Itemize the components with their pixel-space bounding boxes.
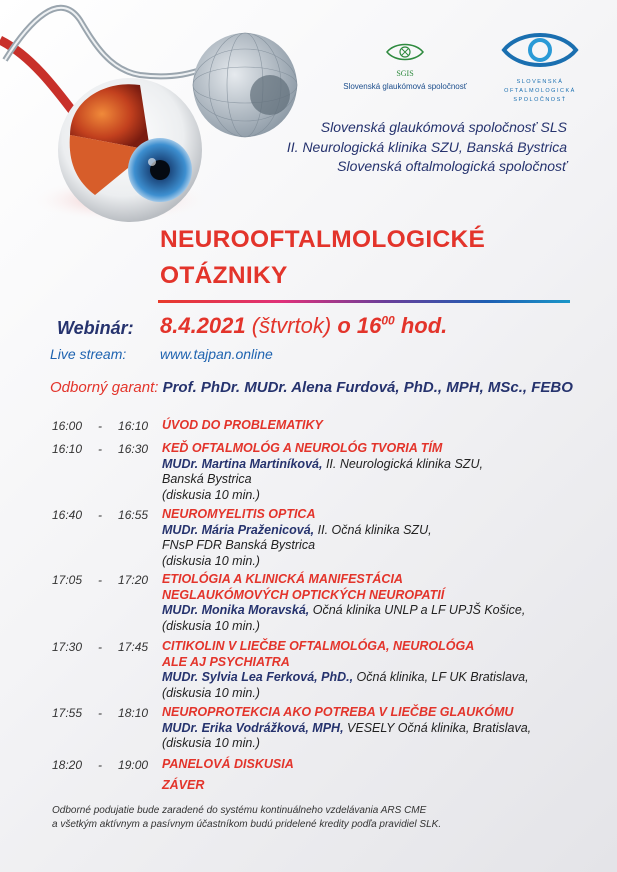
webinar-day: (štvrtok) (251, 313, 332, 338)
program-item-title: ÚVOD DO PROBLEMATIKY (162, 418, 323, 432)
footer-line: Odborné podujatie bude zaradené do systému kontinuálneho vzdelávania ARS CME (52, 805, 427, 816)
organizers (287, 118, 567, 177)
program-item-title: ETIOLÓGIA A KLINICKÁ MANIFESTÁCIA (162, 572, 403, 586)
webinar-label: Webinár: (57, 318, 134, 338)
program-item-speaker: MUDr. Monika Moravská, (162, 603, 310, 617)
program-item-discussion: (diskusia 10 min.) (162, 736, 260, 750)
program-item (162, 757, 294, 773)
sos-name-line3: SPOLOČNOSŤ (513, 97, 567, 103)
program-item-speaker: MUDr. Sylvia Lea Ferková, PhD., (162, 670, 354, 684)
garant-name: Prof. PhDr. MUDr. Alena Furdová, PhD., MPH, MSc., FEBO (162, 379, 573, 396)
program-item-title: KEĎ OFTALMOLÓG A NEUROLÓG TVORIA TÍM (162, 441, 443, 455)
live-stream-link[interactable]: www.tajpan.online (160, 346, 273, 362)
program-item-speaker: MUDr. Mária Praženicová, (162, 522, 315, 537)
webinar-datetime (160, 313, 447, 339)
sgis-name: Slovenská glaukómová spoločnosť (343, 82, 467, 91)
garant-line (50, 379, 573, 396)
program-time: 16:10 - 16:30 (52, 442, 149, 456)
program-item-discussion: (diskusia 10 min.) (162, 487, 260, 502)
sos-name-line1: SLOVENSKÁ (516, 79, 564, 85)
program-item-affiliation: Očná klinika UNLP a LF UPJŠ Košice, (312, 603, 526, 617)
sgis-eye-icon (385, 40, 425, 64)
gradient-divider (158, 300, 570, 303)
program-item-affiliation: VESELY Očná klinika, Bratislava, (347, 720, 532, 735)
program-item (162, 778, 204, 794)
webinar-time-minutes: 00 (381, 313, 395, 328)
program-item-speaker: MUDr. Erika Vodrážková, MPH, (162, 720, 344, 735)
sos-logo (495, 28, 585, 104)
organizer-line: Slovenská glaukómová spoločnosť SLS (320, 119, 567, 135)
program-time: 17:05 - 17:20 (52, 573, 149, 587)
program-item (162, 639, 529, 701)
webinar-time-suffix: hod. (400, 313, 448, 338)
program-item (162, 418, 323, 434)
program-item-discussion: (diskusia 10 min.) (162, 553, 260, 568)
program-item-speaker: MUDr. Martina Martiníková, (162, 456, 323, 471)
program-time: 16:00 - 16:10 (52, 419, 149, 433)
organizer-line: Slovenská oftalmologická spoločnosť (337, 158, 567, 174)
program-item (162, 507, 432, 569)
eye-anatomy-illustration (0, 0, 300, 230)
footer-line: a všetkým aktívnym a pasívnym účastníkom budú pridelené kredity podľa pravidiel SLK. (52, 819, 442, 830)
program-item-affiliation: II. Neurologická klinika SZU, (325, 456, 483, 471)
program-item-title: NEUROPROTEKCIA AKO POTREBA V LIEČBE GLAUKÓMU (162, 705, 514, 719)
webinar-time: o 16 (337, 313, 382, 338)
program-time: 16:40 - 16:55 (52, 508, 149, 522)
program-item-affiliation-2: FNsP FDR Banská Bystrica (162, 538, 316, 552)
garant-label: Odborný garant: (50, 379, 159, 396)
program-item-discussion: (diskusia 10 min.) (162, 685, 260, 700)
sos-name-line2: OFTALMOLOGICKÁ (504, 88, 576, 94)
program-item (162, 705, 531, 752)
organizer-line: II. Neurologická klinika SZU, Banská Bystrica (286, 138, 567, 155)
program-item-title-2: ALE AJ PSYCHIATRA (162, 654, 290, 669)
program-item-affiliation: II. Očná klinika SZU, (317, 522, 432, 537)
webinar-date: 8.4.2021 (160, 313, 246, 338)
program-item-affiliation: Očná klinika, LF UK Bratislava, (356, 670, 529, 684)
program-time: 17:55 - 18:10 (52, 706, 149, 720)
program-item-title-2: NEGLAUKÓMOVÝCH OPTICKÝCH NEUROPATIÍ (162, 587, 445, 602)
program-item-discussion: (diskusia 10 min.) (162, 618, 260, 633)
program-time: 17:30 - 17:45 (52, 640, 149, 654)
sgis-abbr: SGIS (396, 69, 414, 78)
footer-note (52, 804, 441, 832)
program-time: 18:20 - 19:00 (52, 758, 149, 772)
title-line2: OTÁZNIKY (160, 262, 288, 289)
program-item (162, 441, 483, 503)
sgis-logo (340, 40, 470, 91)
title-line1: NEUROOFTALMOLOGICKÉ (160, 226, 486, 253)
program-item-affiliation-2: Banská Bystrica (162, 472, 252, 486)
program-item-title: NEUROMYELITIS OPTICA (162, 507, 316, 521)
live-stream-label: Live stream: (50, 346, 127, 362)
program-item-title: ZÁVER (162, 778, 205, 792)
program-item (162, 572, 525, 634)
sos-eye-icon (500, 28, 580, 72)
program-item-title: PANELOVÁ DISKUSIA (162, 757, 294, 771)
program-item-title: CITIKOLIN V LIEČBE OFTALMOLÓGA, NEUROLÓGA (162, 639, 475, 653)
event-title (160, 222, 485, 294)
